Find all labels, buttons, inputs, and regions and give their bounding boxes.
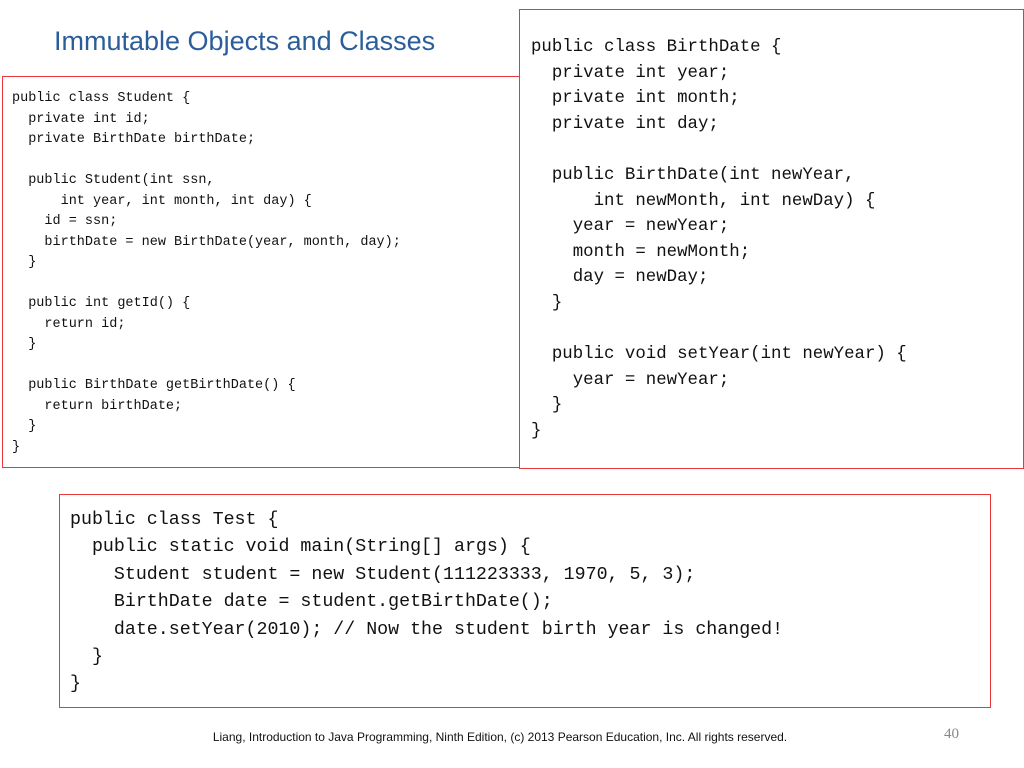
copyright-footer: Liang, Introduction to Java Programming, Ninth Edition, (c) 2013 Pearson Education, Inc. All rights reserved. — [212, 730, 788, 744]
page-number: 40 — [944, 726, 959, 742]
birthdate-class-code: public class BirthDate { private int year; private int month; private int day; public BirthDate(int newYear, int newMonth, int newDay) { year = newYear; month = newMonth; day = newDay; } public void setYear(int newYear) { year = newYear; } } — [531, 38, 907, 441]
test-class-code-box — [59, 494, 991, 708]
test-class-code: public class Test { public static void main(String[] args) { Student student = new Student(111223333, 1970, 5, 3); BirthDate date = student.getBirthDate(); date.setYear(2010); // Now the student birth year is changed! } } — [70, 510, 784, 695]
student-class-code: public class Student { private int id; private BirthDate birthDate; public Student(int ssn, int year, int month, int day) { id = ssn; birthDate = new BirthDate(year, month, day); } public int getId() { return id; } public BirthDate getBirthDate() { return birthDate; } } — [12, 91, 401, 455]
student-class-code-box — [2, 76, 520, 468]
birthdate-class-code-box — [519, 9, 1024, 469]
slide-title: Immutable Objects and Classes — [54, 26, 436, 56]
